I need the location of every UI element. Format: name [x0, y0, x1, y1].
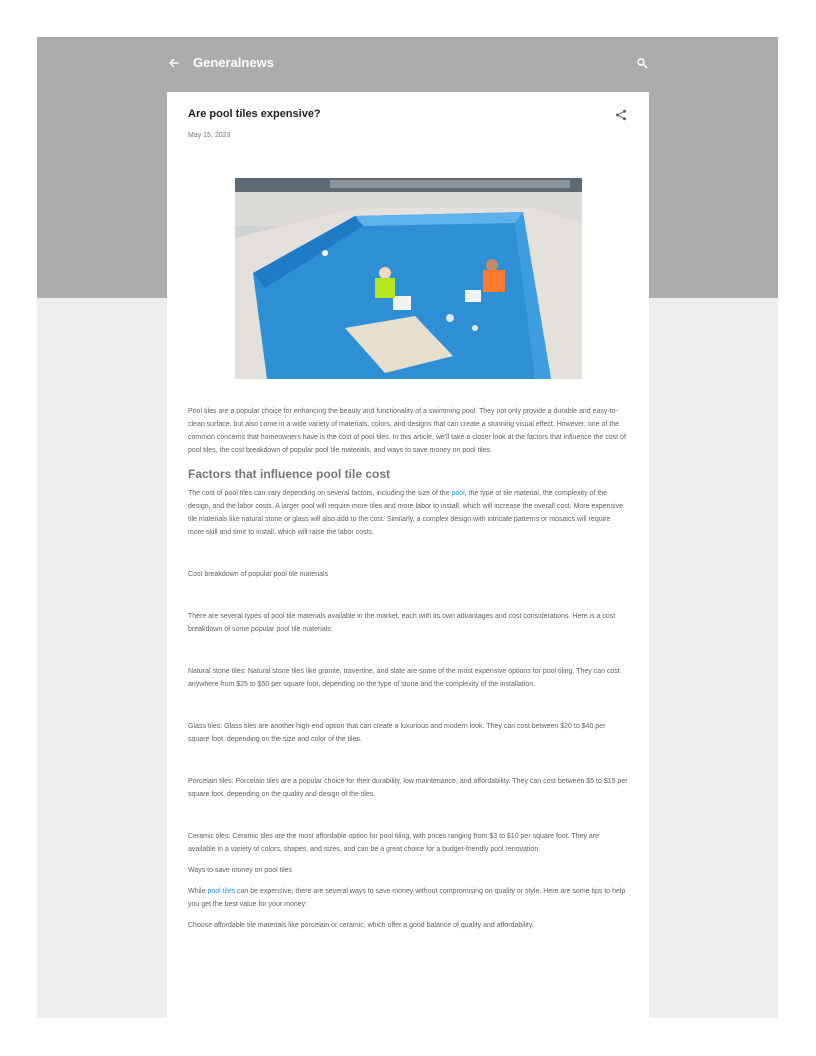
factors-heading: Factors that influence pool tile cost [188, 467, 391, 481]
save-paragraph [188, 885, 628, 911]
pool-link[interactable]: pool [451, 490, 465, 497]
post-title: Are pool tiles expensive? [188, 108, 321, 120]
factors-paragraph [188, 487, 628, 539]
save-text-start: While [188, 888, 208, 895]
tip-1: Choose affordable tile materials like porcelain or ceramic, which offer a good balance of quality and affordability. [188, 922, 534, 929]
natural-stone-paragraph: Natural stone tiles: Natural stone tiles like granite, travertine, and slate are some of the most expensive options for pool tiling. They can cost anywhere from $25 to $50 per square foot, depending on the type of stone and the complexity of the installation. [188, 668, 620, 688]
ceramic-paragraph: Ceramic tiles: Ceramic tiles are the most affordable option for pool tiling, with prices ranging from $3 to $10 per square foot. They are available in a variety of colors, shapes, and sizes, and can be a great choice for a budget-friendly pool renovation. [188, 833, 600, 853]
glass-paragraph: Glass tiles: Glass tiles are another high-end option that can create a luxurious and modern look. They can cost between $20 to $40 per square foot, depending on the size and color of the tiles. [188, 723, 606, 743]
search-icon[interactable] [636, 57, 649, 70]
intro-paragraph: Pool tiles are a popular choice for enhancing the beauty and functionality of a swimming pool. They not only provide a durable and easy-to-clean surface, but also come in a wide variety of materials, colors, and designs that can create a stunning visual effect. However, one of the common concerns that homeowners have is the cost of pool tiles. In this article, we'll take a closer look at the factors that influence the cost of pool tiles, the cost breakdown of popular pool tile materials, and ways to save money on pool tiles. [188, 408, 626, 454]
post-card [167, 92, 649, 1018]
factors-text-end: , the type of tile material, the complexity of the design, and the labor costs. A larger pool will require more tiles and more labor to install, which will increase the overall cost. More expensive tile materials like natural stone or glass will also add to the cost. Similarly, a complex design with intricate patterns or mosaics will require more skill and time to install, which will raise the labor costs. [188, 490, 623, 536]
back-arrow-icon[interactable] [167, 56, 181, 70]
share-icon[interactable] [615, 108, 627, 120]
top-bar [167, 54, 649, 74]
blog-title[interactable]: Generalnews [193, 55, 274, 70]
page [37, 37, 778, 1018]
breakdown-heading: Cost breakdown of popular pool tile materials [188, 571, 329, 578]
porcelain-paragraph: Porcelain tiles: Porcelain tiles are a popular choice for their durability, low maintenance, and affordability. They can cost between $5 to $15 per square foot, depending on the quality and design of the tiles. [188, 778, 628, 798]
pool-tiling-photo [235, 178, 582, 379]
factors-text-start: The cost of pool tiles can vary depending on several factors, including the size of the [188, 490, 452, 497]
save-heading: Ways to save money on pool tiles [188, 867, 293, 874]
post-date: May 15, 2023 [188, 132, 231, 139]
article-body [188, 405, 628, 932]
breakdown-intro: There are several types of pool tile materials available in the market, each with its own advantages and cost considerations. Here is a cost breakdown of some popular pool tile materials: [188, 613, 616, 633]
save-text-end: can be expensive, there are several ways to save money without compromising on quality or style. Here are some tips to help you get the best value for your money: [188, 888, 626, 908]
pool-tiles-link[interactable]: pool tiles [207, 888, 236, 895]
